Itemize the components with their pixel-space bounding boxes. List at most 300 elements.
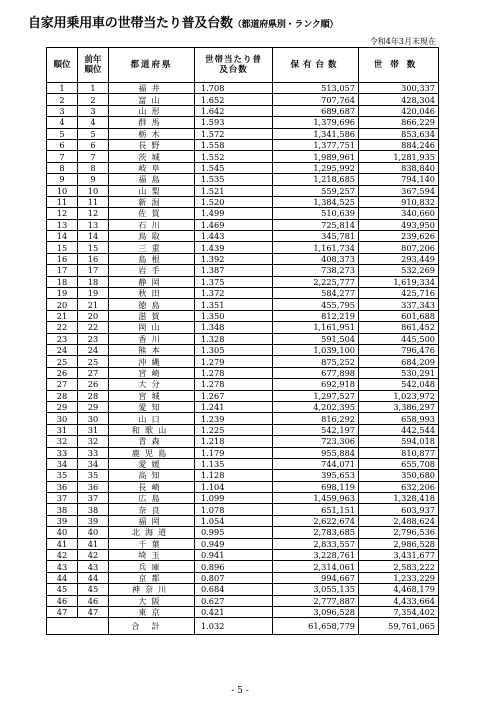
title-subtitle: （都道府県別・ランク順） (232, 20, 339, 30)
households-cell: 428,304 (359, 94, 439, 105)
prefecture-cell: 兵庫 (109, 561, 195, 572)
prefecture-cell: 新潟 (109, 196, 195, 207)
table-row (47, 219, 439, 230)
rank-cell: 14 (47, 231, 78, 242)
rank-cell: 9 (47, 174, 78, 185)
rank-cell: 19 (47, 288, 78, 299)
per-household-cell: 0.421 (195, 606, 273, 617)
prev-rank-cell: 34 (78, 458, 109, 469)
table-body (47, 83, 439, 618)
table-row (47, 253, 439, 264)
prev-rank-cell: 44 (78, 572, 109, 583)
households-cell: 542,048 (359, 379, 439, 390)
prev-rank-cell: 7 (78, 151, 109, 162)
prev-rank-cell: 11 (78, 196, 109, 207)
table-row (47, 310, 439, 321)
households-cell: 340,660 (359, 208, 439, 219)
per-household-cell: 0.896 (195, 561, 273, 572)
table-row (47, 105, 439, 116)
header-prefecture-label: 都道府県 (130, 60, 173, 70)
rank-cell: 31 (47, 424, 78, 435)
header-owned-label: 保有台数 (290, 60, 341, 70)
per-household-cell: 1.350 (195, 310, 273, 321)
per-household-cell: 1.128 (195, 470, 273, 481)
table-row (47, 288, 439, 299)
prefecture-cell: 徳島 (109, 299, 195, 310)
prefecture-cell: 岡山 (109, 322, 195, 333)
per-household-cell: 1.392 (195, 253, 273, 264)
header-rank-label: 順位 (53, 60, 71, 70)
prev-rank-cell: 40 (78, 527, 109, 538)
rank-cell: 20 (47, 299, 78, 310)
households-cell: 684,209 (359, 356, 439, 367)
owned-cell: 725,814 (273, 219, 359, 230)
table-row (47, 515, 439, 526)
owned-cell: 812,219 (273, 310, 359, 321)
owned-cell: 2,314,061 (273, 561, 359, 572)
rank-cell: 39 (47, 515, 78, 526)
per-household-cell: 1.104 (195, 481, 273, 492)
households-cell: 807,206 (359, 242, 439, 253)
rank-cell: 24 (47, 344, 78, 355)
prev-rank-cell: 47 (78, 606, 109, 617)
households-cell: 594,018 (359, 436, 439, 447)
prefecture-cell: 大分 (109, 379, 195, 390)
households-cell: 632,206 (359, 481, 439, 492)
households-cell: 838,840 (359, 162, 439, 173)
per-household-cell: 0.807 (195, 572, 273, 583)
prefecture-cell: 三重 (109, 242, 195, 253)
prefecture-cell: 山梨 (109, 185, 195, 196)
households-cell: 239,626 (359, 231, 439, 242)
rank-cell: 23 (47, 333, 78, 344)
prefecture-cell: 長崎 (109, 481, 195, 492)
households-cell: 4,468,179 (359, 584, 439, 595)
owned-cell: 559,257 (273, 185, 359, 196)
table-row (47, 117, 439, 128)
prev-rank-cell: 39 (78, 515, 109, 526)
per-household-cell: 1.469 (195, 219, 273, 230)
table-row (47, 458, 439, 469)
households-cell: 337,343 (359, 299, 439, 310)
owned-cell: 345,781 (273, 231, 359, 242)
households-cell: 2,583,222 (359, 561, 439, 572)
per-household-cell: 0.949 (195, 538, 273, 549)
rank-cell: 11 (47, 196, 78, 207)
prefecture-cell: 栃木 (109, 128, 195, 139)
prefecture-cell: 茨城 (109, 151, 195, 162)
owned-cell: 1,379,696 (273, 117, 359, 128)
owned-cell: 689,687 (273, 105, 359, 116)
table-row (47, 265, 439, 276)
households-cell: 2,986,528 (359, 538, 439, 549)
table-row (47, 139, 439, 150)
owned-cell: 738,273 (273, 265, 359, 276)
prev-rank-cell: 35 (78, 470, 109, 481)
households-cell: 532,269 (359, 265, 439, 276)
header-per-household (195, 48, 273, 83)
households-cell: 3,431,677 (359, 550, 439, 561)
total-owned: 61,658,779 (273, 618, 359, 635)
rank-cell: 21 (47, 310, 78, 321)
per-household-cell: 1.708 (195, 83, 273, 94)
prefecture-cell: 岐阜 (109, 162, 195, 173)
table-row (47, 231, 439, 242)
per-household-cell: 1.239 (195, 413, 273, 424)
households-cell: 2,796,536 (359, 527, 439, 538)
prev-rank-cell: 31 (78, 424, 109, 435)
per-household-cell: 1.225 (195, 424, 273, 435)
prefecture-cell: 山口 (109, 413, 195, 424)
households-cell: 796,476 (359, 344, 439, 355)
table-row (47, 470, 439, 481)
table-row (47, 83, 439, 94)
table-row (47, 196, 439, 207)
rank-cell: 4 (47, 117, 78, 128)
total-blank-cell (47, 618, 109, 635)
per-household-cell: 1.372 (195, 288, 273, 299)
prefecture-cell: 福岡 (109, 515, 195, 526)
rank-cell: 47 (47, 606, 78, 617)
prefecture-cell: 神奈川 (109, 584, 195, 595)
owned-cell: 723,306 (273, 436, 359, 447)
prefecture-cell: 佐賀 (109, 208, 195, 219)
prev-rank-cell: 8 (78, 162, 109, 173)
prefecture-cell: 沖縄 (109, 356, 195, 367)
prev-rank-cell: 42 (78, 550, 109, 561)
table-row (47, 185, 439, 196)
prev-rank-cell: 1 (78, 83, 109, 94)
prefecture-cell: 鹿児島 (109, 447, 195, 458)
rank-cell: 1 (47, 83, 78, 94)
owned-cell: 1,297,527 (273, 390, 359, 401)
households-cell: 367,594 (359, 185, 439, 196)
prefecture-cell: 静岡 (109, 276, 195, 287)
owned-cell: 4,202,395 (273, 401, 359, 412)
rank-cell: 46 (47, 595, 78, 606)
prev-rank-cell: 6 (78, 139, 109, 150)
owned-cell: 1,377,751 (273, 139, 359, 150)
prev-rank-cell: 45 (78, 584, 109, 595)
rank-cell: 3 (47, 105, 78, 116)
page-title (28, 12, 338, 31)
prev-rank-cell: 37 (78, 493, 109, 504)
rank-cell: 7 (47, 151, 78, 162)
per-household-cell: 1.099 (195, 493, 273, 504)
owned-cell: 651,151 (273, 504, 359, 515)
per-household-cell: 0.627 (195, 595, 273, 606)
households-cell: 3,386,297 (359, 401, 439, 412)
households-cell: 293,449 (359, 253, 439, 264)
owned-cell: 2,833,557 (273, 538, 359, 549)
owned-cell: 584,277 (273, 288, 359, 299)
per-household-cell: 1.278 (195, 379, 273, 390)
prev-rank-cell: 14 (78, 231, 109, 242)
per-household-cell: 1.572 (195, 128, 273, 139)
owned-cell: 744,071 (273, 458, 359, 469)
prev-rank-cell: 33 (78, 447, 109, 458)
households-cell: 866,229 (359, 117, 439, 128)
households-cell: 493,950 (359, 219, 439, 230)
per-household-cell: 1.521 (195, 185, 273, 196)
table-row (47, 538, 439, 549)
rank-cell: 35 (47, 470, 78, 481)
owned-cell: 542,197 (273, 424, 359, 435)
households-cell: 1,619,334 (359, 276, 439, 287)
households-cell: 2,488,624 (359, 515, 439, 526)
table-row (47, 162, 439, 173)
table-row (47, 333, 439, 344)
owned-cell: 677,898 (273, 367, 359, 378)
owned-cell: 510,639 (273, 208, 359, 219)
owned-cell: 513,057 (273, 83, 359, 94)
header-prefecture (109, 48, 195, 83)
prefecture-cell: 愛媛 (109, 458, 195, 469)
prefecture-cell: 福井 (109, 83, 195, 94)
per-household-cell: 1.218 (195, 436, 273, 447)
table-row (47, 367, 439, 378)
prev-rank-cell: 30 (78, 413, 109, 424)
rank-cell: 10 (47, 185, 78, 196)
owned-cell: 707,764 (273, 94, 359, 105)
rank-cell: 33 (47, 447, 78, 458)
table-row (47, 276, 439, 287)
rank-cell: 43 (47, 561, 78, 572)
per-household-cell: 1.179 (195, 447, 273, 458)
as-of-date: 令和4年3月末現在 (369, 37, 436, 46)
prev-rank-cell: 41 (78, 538, 109, 549)
prefecture-cell: 岩手 (109, 265, 195, 276)
households-cell: 1,233,229 (359, 572, 439, 583)
rank-cell: 37 (47, 493, 78, 504)
households-cell: 4,433,664 (359, 595, 439, 606)
prev-rank-cell: 24 (78, 344, 109, 355)
owned-cell: 1,459,963 (273, 493, 359, 504)
owned-cell: 2,622,674 (273, 515, 359, 526)
per-household-cell: 1.652 (195, 94, 273, 105)
owned-cell: 2,783,685 (273, 527, 359, 538)
rank-cell: 44 (47, 572, 78, 583)
header-prev-rank (78, 48, 109, 83)
per-household-cell: 1.278 (195, 367, 273, 378)
prev-rank-cell: 13 (78, 219, 109, 230)
rank-cell: 30 (47, 413, 78, 424)
prefecture-cell: 和歌山 (109, 424, 195, 435)
rank-cell: 6 (47, 139, 78, 150)
prev-rank-cell: 3 (78, 105, 109, 116)
prev-rank-cell: 46 (78, 595, 109, 606)
owned-cell: 1,341,586 (273, 128, 359, 139)
owned-cell: 698,119 (273, 481, 359, 492)
prev-rank-cell: 9 (78, 174, 109, 185)
header-prev-rank-label: 前年順位 (84, 55, 102, 75)
per-household-cell: 0.941 (195, 550, 273, 561)
per-household-cell: 1.267 (195, 390, 273, 401)
prefecture-cell: 鳥取 (109, 231, 195, 242)
prev-rank-cell: 28 (78, 390, 109, 401)
prev-rank-cell: 23 (78, 333, 109, 344)
prefecture-cell: 京都 (109, 572, 195, 583)
table-row (47, 584, 439, 595)
households-cell: 1,281,935 (359, 151, 439, 162)
households-cell: 442,544 (359, 424, 439, 435)
prefecture-cell: 富山 (109, 94, 195, 105)
table-row (47, 493, 439, 504)
table-row (47, 606, 439, 617)
prefecture-cell: 大阪 (109, 595, 195, 606)
prev-rank-cell: 38 (78, 504, 109, 515)
per-household-cell: 1.499 (195, 208, 273, 219)
rank-cell: 26 (47, 367, 78, 378)
per-household-cell: 1.375 (195, 276, 273, 287)
rank-cell: 13 (47, 219, 78, 230)
per-household-cell: 1.054 (195, 515, 273, 526)
prev-rank-cell: 19 (78, 288, 109, 299)
prefecture-cell: 宮崎 (109, 367, 195, 378)
table-row (47, 151, 439, 162)
prev-rank-cell: 29 (78, 401, 109, 412)
owned-cell: 994,667 (273, 572, 359, 583)
per-household-cell: 1.305 (195, 344, 273, 355)
households-cell: 861,452 (359, 322, 439, 333)
households-cell: 655,708 (359, 458, 439, 469)
header-households-label: 世帯数 (373, 60, 424, 70)
owned-cell: 955,884 (273, 447, 359, 458)
prefecture-cell: 群馬 (109, 117, 195, 128)
households-cell: 7,354,402 (359, 606, 439, 617)
per-household-cell: 1.552 (195, 151, 273, 162)
prev-rank-cell: 5 (78, 128, 109, 139)
prefecture-cell: 滋賀 (109, 310, 195, 321)
owned-cell: 2,777,887 (273, 595, 359, 606)
table-row (47, 299, 439, 310)
households-cell: 794,140 (359, 174, 439, 185)
table-row (47, 344, 439, 355)
owned-cell: 1,039,100 (273, 344, 359, 355)
prefecture-cell: 高知 (109, 470, 195, 481)
households-cell: 658,993 (359, 413, 439, 424)
prefecture-cell: 青森 (109, 436, 195, 447)
prefecture-cell: 秋田 (109, 288, 195, 299)
total-rate: 1.032 (195, 618, 273, 635)
households-cell: 425,716 (359, 288, 439, 299)
per-household-cell: 1.439 (195, 242, 273, 253)
prev-rank-cell: 25 (78, 356, 109, 367)
households-cell: 300,337 (359, 83, 439, 94)
title-text: 自家用乗用車の世帯当たり普及台数 (28, 16, 233, 31)
per-household-cell: 1.328 (195, 333, 273, 344)
owned-cell: 408,373 (273, 253, 359, 264)
table-row (47, 390, 439, 401)
prev-rank-cell: 16 (78, 253, 109, 264)
households-cell: 1,328,418 (359, 493, 439, 504)
prefecture-cell: 東京 (109, 606, 195, 617)
households-cell: 910,832 (359, 196, 439, 207)
rank-cell: 8 (47, 162, 78, 173)
prev-rank-cell: 20 (78, 310, 109, 321)
owned-cell: 3,228,761 (273, 550, 359, 561)
per-household-cell: 1.642 (195, 105, 273, 116)
page-number: - 5 - (231, 686, 249, 696)
table-row (47, 174, 439, 185)
rank-cell: 18 (47, 276, 78, 287)
prefecture-cell: 愛知 (109, 401, 195, 412)
owned-cell: 1,218,685 (273, 174, 359, 185)
owned-cell: 1,295,992 (273, 162, 359, 173)
table-row (47, 595, 439, 606)
prefecture-cell: 千葉 (109, 538, 195, 549)
header-owned (273, 48, 359, 83)
prefecture-cell: 石川 (109, 219, 195, 230)
prev-rank-cell: 26 (78, 379, 109, 390)
table-row (47, 550, 439, 561)
prefecture-cell: 山形 (109, 105, 195, 116)
owned-cell: 591,504 (273, 333, 359, 344)
owned-cell: 3,055,135 (273, 584, 359, 595)
rank-cell: 12 (47, 208, 78, 219)
per-household-cell: 0.684 (195, 584, 273, 595)
per-household-cell: 1.135 (195, 458, 273, 469)
households-cell: 853,634 (359, 128, 439, 139)
households-cell: 350,680 (359, 470, 439, 481)
table-row (47, 436, 439, 447)
prev-rank-cell: 43 (78, 561, 109, 572)
table-row (47, 572, 439, 583)
table-row (47, 481, 439, 492)
table-row (47, 447, 439, 458)
prefecture-cell: 宮城 (109, 390, 195, 401)
total-row (47, 618, 439, 635)
owned-cell: 455,795 (273, 299, 359, 310)
ranking-table (46, 47, 439, 635)
per-household-cell: 1.443 (195, 231, 273, 242)
prefecture-cell: 香川 (109, 333, 195, 344)
per-household-cell: 1.078 (195, 504, 273, 515)
rank-cell: 29 (47, 401, 78, 412)
owned-cell: 395,653 (273, 470, 359, 481)
prev-rank-cell: 32 (78, 436, 109, 447)
table-row (47, 561, 439, 572)
table-row (47, 527, 439, 538)
per-household-cell: 1.535 (195, 174, 273, 185)
prev-rank-cell: 18 (78, 276, 109, 287)
prev-rank-cell: 4 (78, 117, 109, 128)
households-cell: 810,877 (359, 447, 439, 458)
households-cell: 603,937 (359, 504, 439, 515)
rank-cell: 45 (47, 584, 78, 595)
households-cell: 420,046 (359, 105, 439, 116)
prev-rank-cell: 27 (78, 367, 109, 378)
rank-cell: 17 (47, 265, 78, 276)
owned-cell: 1,384,525 (273, 196, 359, 207)
table-row (47, 413, 439, 424)
owned-cell: 3,096,528 (273, 606, 359, 617)
prev-rank-cell: 21 (78, 299, 109, 310)
header-households (359, 48, 439, 83)
rank-cell: 15 (47, 242, 78, 253)
owned-cell: 816,292 (273, 413, 359, 424)
rank-cell: 42 (47, 550, 78, 561)
owned-cell: 1,161,734 (273, 242, 359, 253)
households-cell: 1,023,972 (359, 390, 439, 401)
table-row (47, 401, 439, 412)
rank-cell: 28 (47, 390, 78, 401)
prefecture-cell: 島根 (109, 253, 195, 264)
rank-cell: 38 (47, 504, 78, 515)
rank-cell: 22 (47, 322, 78, 333)
rank-cell: 32 (47, 436, 78, 447)
rank-cell: 2 (47, 94, 78, 105)
